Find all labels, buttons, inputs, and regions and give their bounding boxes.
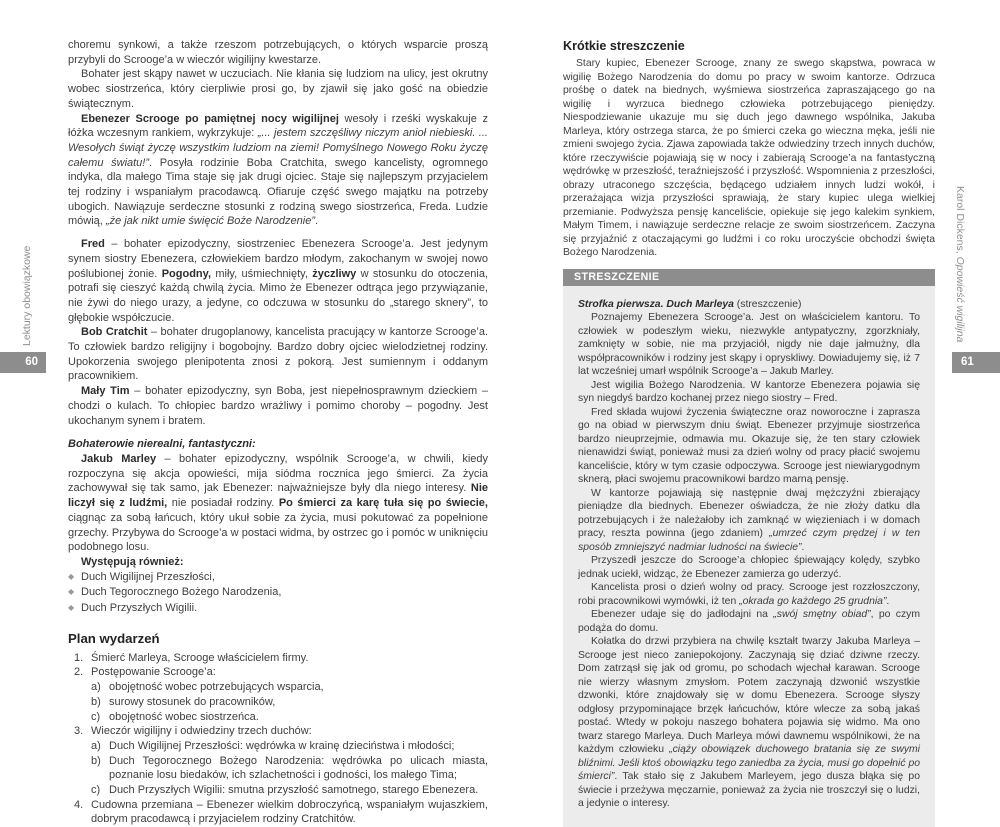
- text-run: .: [801, 541, 805, 553]
- text-run: Po śmierci za karę tuła się po świecie,: [278, 497, 488, 510]
- text-run: – bohater epizodyczny, siostrzeniec Ebenezera Scrooge’a. Jest jedynym synem siostry Ebenezera, człowiekiem bardzo młodym, zakochanym w swojej nowo poślubionej żonie.: [68, 238, 488, 280]
- lettered-sublist-item: [68, 680, 488, 695]
- paragraph: [68, 67, 488, 111]
- paragraph: [68, 38, 488, 67]
- text-run: Fred składa wujowi życzenia świąteczne oraz noworoczne i zaprasza go na obiad w pierwszym dniu świąt. Ebenezer przyjmuje siostrzeńca bardzo nieuprzejmie, odmawia mu. Okazuje się, że ten stary człowiek nienawidzi świąt, ponieważ musi za dzień wolny od pracy płacić swojemu kanceliście, który w tym czasie odpoczywa. Scrooge jest niewiarygodnym sknerą, płaci swojemu pracownikowi bardzo marną pensję.: [578, 406, 920, 485]
- text-run: (streszczenie): [733, 298, 802, 310]
- text-run: W kantorze pojawiają się następnie dwaj mężczyźni zbierający pieniądze dla biednych. Ebenezer oświadcza, że nie złoży datku dla potrzebujących i że należałoby ich zamknąć w więzieniach i w domach pracy, reszta powinna (jego zdaniem): [578, 487, 920, 539]
- spacer: [68, 229, 488, 237]
- left-page-column: [68, 38, 488, 827]
- paragraph: [68, 437, 488, 452]
- page-number-left: [0, 352, 46, 373]
- numbered-list: [68, 651, 488, 827]
- lettered-sublist-item: [68, 783, 488, 798]
- sublist-item-text: obojętność wobec potrzebujących wsparcia,: [109, 681, 324, 694]
- sublist-item-marker: a): [91, 681, 101, 694]
- right-page-column: [563, 38, 935, 827]
- right-margin-book-label: [954, 186, 966, 356]
- paragraph: [578, 379, 920, 406]
- lettered-sublist-item: [68, 754, 488, 783]
- text-run: nie posiadał rodziny.: [167, 497, 279, 510]
- text-run: Kołatka do drzwi przybiera na chwilę kształt twarzy Jakuba Marleya – Scrooge jest nieco zaniepokojony. Zaczynają się dziać dziwne rzeczy. Dom zatrząsł się jak od gromu, po schodach wjechał karawan. Scrooge nie wierzy własnym zmysłom. Potem zaczynają dzwonić wszystkie dzwonki, które znajdowały się w domu Ebenezera. Scrooge słyszy odgłosy przypominające brzęk łańcuchów, które wlecze za sobą jakaś postać. Wtedy w pokoju naszego bohatera pojawia się widmo. Ma ono twarz starego Marleya. Duch Marleya mówi dawnemu wspólnikowi, że na każdym człowieku: [578, 636, 920, 755]
- list-item-text: Śmierć Marleya, Scrooge właścicielem firmy.: [91, 651, 309, 664]
- sublist-item-marker: b): [91, 754, 101, 767]
- paragraph: [68, 452, 488, 555]
- bullet-item-text: Duch Przyszłych Wigilii.: [81, 602, 198, 615]
- text-run: Jakub Marley: [81, 452, 157, 465]
- summary-section-bar: STRESZCZENIE: [563, 269, 935, 286]
- text-run: Bohater jest skąpy nawet w uczuciach. Nie kłania się ludziom na ulicy, jest okrutny wobec siostrzeńca, który cierpliwie prosi go, by zjawił się jako gość na obiedzie świątecznym.: [68, 68, 488, 110]
- diamond-bullet-icon: ◆: [68, 603, 75, 613]
- list-item-marker: 3.: [74, 725, 84, 738]
- text-run: Występują również:: [81, 555, 184, 568]
- bullet-item: [68, 585, 488, 601]
- left-margin-section-label: [21, 236, 33, 346]
- paragraph: [578, 608, 920, 635]
- paragraph: [578, 311, 920, 379]
- sublist-item-marker: b): [91, 695, 101, 708]
- text-run: Bohaterowie nierealni, fantastyczni:: [68, 438, 256, 451]
- list-item-marker: 4.: [74, 798, 84, 811]
- text-run: w stosunku do otoczenia, potrafi się cieszyć każdą chwilą życia. Mimo że Ebenezer odtrąca jego przywiązanie, nie żywi do niego urazy, a jedyne, co odczuwa w stosunku do „starego sknery”, to głębokie współczucie.: [68, 267, 488, 324]
- diamond-bullet-icon: ◆: [68, 571, 75, 581]
- list-item-text: Wieczór wigilijny i odwiedziny trzech duchów:: [91, 725, 312, 738]
- list-item-text: Postępowanie Scrooge’a:: [91, 666, 216, 679]
- list-item-marker: 1.: [74, 651, 84, 664]
- spacer: [68, 428, 488, 437]
- text-run: „umrzeć czym prędzej i w ten sposób zmniejszyć nadmiar ludności na świecie”: [578, 528, 920, 553]
- spacer: [68, 617, 488, 631]
- page-number-left-value: 60: [25, 356, 38, 368]
- page-number-right-value: 61: [961, 356, 974, 368]
- text-run: . Posyła rodzinie Boba Cratchita, swego kancelisty, ogromnego indyka, dla małego Tima staje się jak drugi ojciec. Staje się najlepszym przyjacielem tej rodziny i wspaniałym pracodawcą. Ofiaruje część swego majątku na potrzeby ubogich. Nawiązuje serdeczne stosunki z rodziną swego siostrzeńca, Freda. Ludzie mówią,: [68, 156, 489, 228]
- text-run: Kancelista prosi o dzień wolny od pracy. Scrooge jest rozzłoszczony, robi pracownikowi wymówki, iż ten: [578, 582, 920, 607]
- bullet-item-text: Duch Tegorocznego Bożego Narodzenia,: [81, 586, 282, 599]
- page-number-right: [952, 352, 1000, 373]
- text-run: Ebenezer udaje się do jadłodajni na: [591, 609, 774, 620]
- right-margin-title-text: Opowieść wigilijna: [954, 256, 966, 343]
- paragraph: [68, 325, 488, 384]
- sublist-item-text: surowy stosunek do pracowników,: [109, 695, 276, 708]
- diamond-bullet-icon: ◆: [68, 587, 75, 597]
- text-run: , po czym podąża do domu.: [578, 609, 921, 634]
- sublist-item-text: Duch Przyszłych Wigilii: smutna przyszłość samotnego, starego Ebenezera.: [109, 784, 479, 797]
- text-run: „okrada go każdego 25 grudnia”: [739, 595, 887, 607]
- list-item-text: Cudowna przemiana – Ebenezer wielkim dobroczyńcą, wspaniałym wujaszkiem, dobrym pracodawcą i przyjacielem rodziny Cratchitów.: [91, 798, 488, 826]
- paragraph: [578, 406, 920, 487]
- text-run: .: [315, 215, 319, 228]
- text-run: Strofka pierwsza. Duch Marleya: [578, 298, 734, 310]
- text-run: „... jestem szczęśliwy niczym anioł niebieski. ... Wesołych świąt życzę wszystkim ludziom na ziemi! Pomyślnego Nowego Roku życzę całemu światu!”: [68, 127, 488, 169]
- paragraph: [578, 635, 920, 811]
- numbered-list-item: [68, 798, 488, 827]
- paragraph: [578, 298, 920, 312]
- text-run: ciągnąc za sobą łańcuch, który ukuł sobie za życia, musi pokutować za popełnione grzechy. Przybywa do Scrooge’a w postaci widma, by ostrzec go i pomóc w uniknięciu podobnego losu.: [68, 511, 488, 554]
- text-run: „swój smętny obiad”: [773, 609, 871, 620]
- paragraph: [68, 237, 488, 325]
- text-run: – bohater drugoplanowy, kancelista pracujący w kantorze Scrooge’a. To człowiek bardzo religijny i bogobojny. Bardzo dobry ojciec wielodzietnej rodziny. Upokorzenia swojego plenipotenta znosi z pokorą. Jest sumiennym i oddanym pracownikiem.: [68, 326, 489, 383]
- summary-gray-box: [563, 286, 935, 827]
- text-run: – bohater epizodyczny, wspólnik Scrooge’a, w chwili, kiedy rozpoczyna się akcja opowieści, mija siódma rocznica jego śmierci. Za życia zachowywał się tak samo, jak Ebenezer: najważniejsze były dla niego interesy.: [68, 452, 489, 495]
- left-margin-label-text: Lektury obowiązkowe: [21, 245, 33, 346]
- sublist-item-text: Duch Tegorocznego Bożego Narodzenia: wędrówka po ulicach miasta, poznanie losu biedaków, ich szlachetności i godności, los małego Tima;: [109, 754, 488, 782]
- sublist-item-marker: a): [91, 739, 101, 752]
- lettered-sublist-item: [68, 739, 488, 754]
- section-heading: Krótkie streszczenie: [563, 39, 685, 53]
- text-run: – bohater epizodyczny, syn Boba, jest niepełnosprawnym dzieckiem – chodzi o kulach. To chłopiec bardzo wrażliwy i pomimo choroby – pogodny. Jest ukochanym synem i bratem.: [68, 385, 488, 427]
- section-heading: Plan wydarzeń: [68, 630, 160, 646]
- lettered-sublist-item: [68, 695, 488, 710]
- text-run: miły, uśmiechnięty,: [211, 267, 313, 280]
- text-run: „ciąży obowiązek duchowego bratania się ze swymi bliźnimi. Jeśli ktoś obowiązku tego zaniedba za życia, musi go dopełnić po śmierci”: [578, 744, 920, 782]
- numbered-list-item: [68, 724, 488, 739]
- sublist-item-text: Duch Wigilijnej Przeszłości: wędrówka w krainę dzieciństwa i młodości;: [109, 739, 455, 752]
- paragraph: [578, 487, 920, 555]
- list-item-marker: 2.: [74, 666, 84, 679]
- right-margin-author-text: Karol Dickens,: [954, 186, 966, 257]
- text-run: Mały Tim: [81, 385, 130, 398]
- numbered-list-item: [68, 651, 488, 666]
- text-run: Pogodny,: [161, 267, 211, 280]
- paragraph: [578, 554, 920, 581]
- sublist-item-marker: c): [91, 710, 101, 723]
- text-run: życzliwy: [312, 267, 357, 280]
- text-run: Bob Cratchit: [81, 326, 148, 339]
- text-run: Jest wigilia Bożego Narodzenia. W kantorze Ebenezera pojawia się syn niegdyś bardzo kochanej przez niego siostry – Fred.: [578, 379, 920, 404]
- numbered-list-item: [68, 665, 488, 680]
- text-run: . Tak stało się z Jakubem Marleyem, jego dusza błąka się po świecie i przeżywa męczarnie, ponieważ za życia nie troszczył się o ludzi, a jedynie o interesy.: [578, 771, 920, 809]
- text-run: Poznajemy Ebenezera Scrooge’a. Jest on właścicielem kantoru. To człowiek w podeszłym wieku, niezwykle antypatyczny, zgorzkniały, zamknięty w sobie, nie ma przyjaciół, nigdy nie daje jałmużny, dla współpracowników i rodziny jest skąpy i opryskliwy. Dowiadujemy się, iż 7 lat wcześniej umarł wspólnik Scrooge’a – Jakub Marley.: [578, 312, 920, 377]
- text-run: Fred: [81, 238, 105, 251]
- sublist-item-marker: c): [91, 784, 101, 797]
- text-run: Ebenezer Scrooge po pamiętnej nocy wigilijnej: [81, 112, 339, 125]
- paragraph: [68, 555, 488, 570]
- paragraph: [563, 57, 935, 260]
- text-run: Nie liczył się z ludźmi,: [68, 482, 488, 510]
- paragraph: [68, 112, 488, 230]
- text-run: wesoły i rześki wyskakuje z łóżka wczesnym rankiem, wykrzykuje:: [68, 112, 488, 140]
- bullet-item: [68, 570, 488, 586]
- bullet-item-text: Duch Wigilijnej Przeszłości,: [81, 570, 215, 583]
- sublist-item-text: obojętność wobec siostrzeńca.: [109, 710, 259, 723]
- text-run: .: [886, 595, 890, 607]
- text-run: Przyszedł jeszcze do Scrooge’a chłopiec śpiewający kolędy, szybko jednak uciekł, widząc, że Ebenezer zamierza go uderzyć.: [578, 555, 920, 580]
- paragraph: [578, 581, 920, 608]
- bullet-list: [68, 570, 488, 617]
- bullet-item: [68, 601, 488, 617]
- paragraph: [68, 384, 488, 428]
- text-run: Stary kupiec, Ebenezer Scrooge, znany ze swego skąpstwa, powraca w wigilię Bożego Narodzenia do domu po pracy w swoim kantorze. Odrzuca prośbę o datek na biednych, wyśmiewa siostrzeńca zapraszającego go na wigilię i wyrzuca biednego człowieka potrzebującego pieniędzy. Niespodziewanie ukazuje mu się duch jego dawnego wspólnika, Jakuba Marleya, który ostrzega starca, że po śmierci czeka go wieczna męka, jeśli nie zmieni swojego życia. Zjawa zapowiada także odwiedziny trzech innych duchów, które rzeczywiście pojawiają się w nocy i zabierają Scrooge’a na fantastyczną wędrówkę w przeszłość, teraźniejszość i przyszłość. Wspomnienia z przeszłości, obrazy utraconego szczęścia, będącego udziałem innych ludzi wokół, i przerażająca wizja przyszłości sprawiają, że stary kupiec ulega wielkiej przemianie. Podwyższa pensję kanceliście, opiekuje się jego kalekim synkiem, Małym Timem, i nawiązuje serdeczne relacje ze swoim siostrzeńcem. Zaczyna się przyjaźnić z otaczającymi go ludźmi i co roku uroczyście obchodzi święta Bożego Narodzenia.: [563, 58, 935, 258]
- text-run: choremu synkowi, a także rzeszom potrzebujących, o których wsparcie proszą przybyli do Scrooge’a w wieczór wigilijny kwestarze.: [68, 39, 488, 66]
- text-run: „że jak nikt umie święcić Boże Narodzenie”: [105, 215, 315, 228]
- lettered-sublist-item: [68, 710, 488, 725]
- spacer: [563, 260, 935, 269]
